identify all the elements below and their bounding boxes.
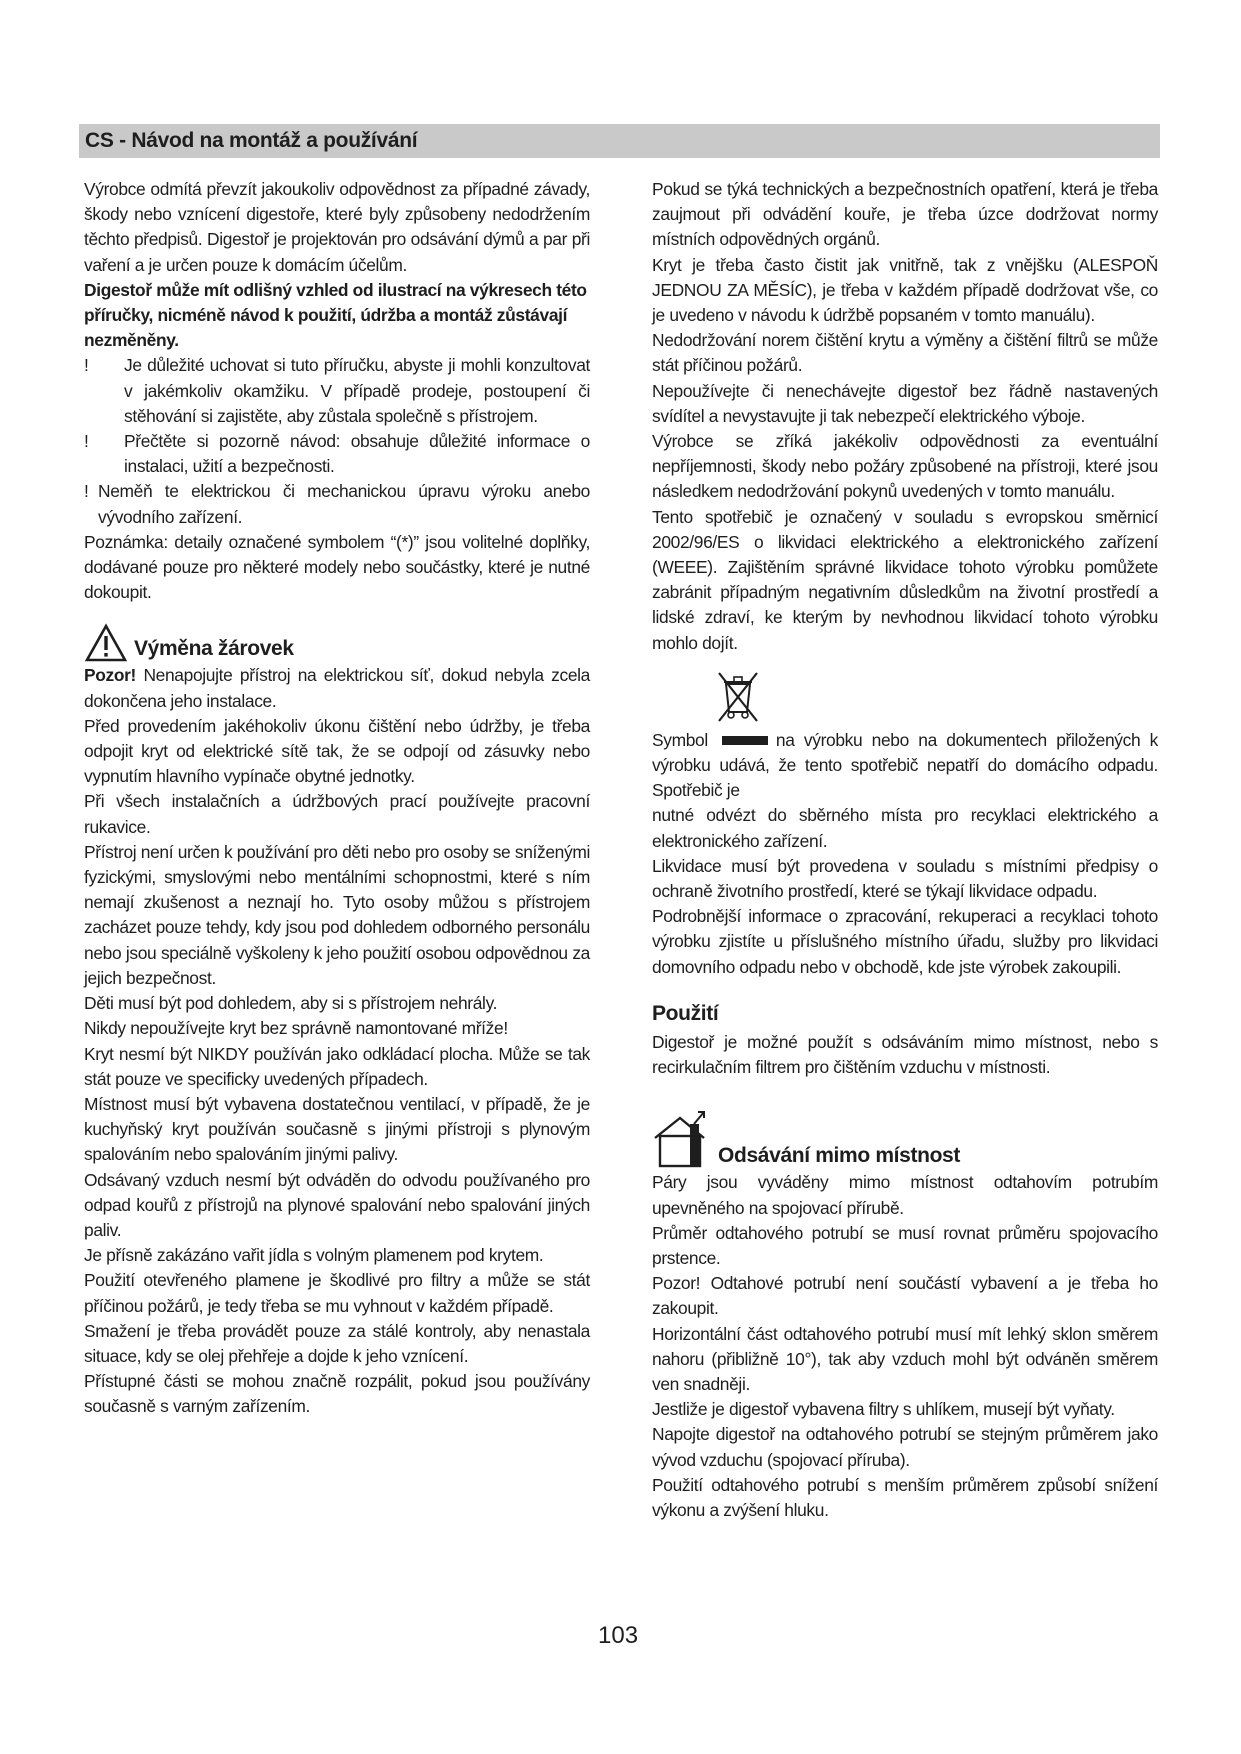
bullet-item [84, 429, 590, 479]
symbol-paragraph [652, 728, 1158, 804]
bullet-text: Neměň te elektrickou či mechanickou úpravu výroku anebo vývodního zařízení. [98, 481, 590, 527]
paragraph: Nedodržování norem čištění krytu a výměny a čištění filtrů se může stát příčinou požárů. [652, 330, 1158, 376]
paragraph: Kryt nesmí být NIKDY používán jako odkládací plocha. Může se tak stát pouze ve specificky uvedených případech. [84, 1043, 590, 1089]
paragraph: Nikdy nepoužívejte kryt bez správně namontované mříže! [84, 1018, 508, 1039]
paragraph: Pozor! Odtahové potrubí není součástí vybavení a je třeba ho zakoupit. [652, 1273, 1158, 1319]
usage-title: Použití [652, 1001, 719, 1025]
paragraph: Digestoř je možné použít s odsáváním mimo místnost, nebo s recirkulačním filtrem pro čištěním vzduchu v místnosti. [652, 1031, 1158, 1078]
bullet-item [84, 353, 590, 429]
bold-notice: Digestoř může mít odlišný vzhled od ilustrací na výkresech této příručky, nicméně návod k použití, údržba a montáž zůstávají nezměněny. [84, 279, 587, 351]
paragraph: Při všech instalačních a údržbových prací používejte pracovní rukavice. [84, 791, 590, 837]
note-paragraph: Poznámka: detaily označené symbolem “(*)” jsou volitelné doplňky, dodávané pouze pro některé modely nebo součástky, které je nutné dokoupit. [84, 531, 590, 603]
right-column [652, 177, 1158, 1523]
weee-symbol-row [652, 668, 1158, 728]
paragraph: Tento spotřebič je označený v souladu s evropskou směrnicí 2002/96/ES o likvidaci elektrického a elektronického zařízení (WEEE). Zajištěním správné likvidace tohoto výrobku pomůžete zabránit případným negativním důsledkům na životní prostředí a lidské zdraví, ke kterým by nevhodnou likvidací tohoto výrobku mohlo dojít. [652, 506, 1158, 653]
paragraph: Před provedením jakéhokoliv úkonu čištění nebo údržby, je třeba odpojit kryt od elektrické sítě tak, že se odpojí od zásuvky nebo vypnutím hlavního vypínače obytné jednotky. [84, 715, 590, 787]
vent-title: Odsávání mimo místnost [718, 1144, 961, 1168]
paragraph: Odsávaný vzduch nesmí být odváděn do odvodu používaného pro odpad kouřů z přístrojů na plynové spalování nebo spalování jiných paliv. [84, 1169, 590, 1240]
paragraph: Je přísně zakázáno vařit jídla s volným plamenem pod krytem. [84, 1245, 544, 1266]
bulbs-title: Výměna žárovek [134, 637, 294, 661]
exclamation-mark: ! [84, 481, 89, 502]
warning-paragraph [84, 663, 590, 713]
paragraph: Horizontální část odtahového potrubí musí mít lehký sklon směrem nahoru (přibližně 10°), tak aby vzduch mohl být odváněn směrem ven snadněji. [652, 1323, 1158, 1394]
paragraph: Použití odtahového potrubí s menším průměrem způsobí snížení výkonu a zvýšení hluku. [652, 1474, 1158, 1520]
paragraph: Podrobnější informace o zpracování, rekuperaci a recyklaci tohoto výrobku zjistíte u příslušného místního úřadu, služby pro likvidaci domovního odpadu nebo v obchodě, kde jste výrobek zakoupili. [652, 906, 1158, 977]
section-header-bar [79, 124, 1160, 158]
paragraph: Použití otevřeného plamene je škodlivé pro filtry a může se stát příčinou požárů, je tedy třeba se mu vyhnout v každém případě. [84, 1270, 590, 1316]
paragraph: Pokud se týká technických a bezpečnostních opatření, která je třeba zaujmout při odvádění kouře, je třeba úzce dodržovat normy místních odpovědných orgánů. [652, 179, 1158, 250]
paragraph: Nepoužívejte či nenechávejte digestoř bez řádně nastavených svídítel a nevystavujte ji tak nebezpečí elektrického výboje. [652, 380, 1158, 426]
paragraph: Kryt je třeba často čistit jak vnitřně, tak z vnějšku (ALESPOŇ JEDNOU ZA MĚSÍC), je třeba v každém případě dodržovat vše, co je uvedeno v návodu k údržbě popsaném v tomto manuálu). [652, 254, 1158, 326]
paragraph: Přístroj není určen k používání pro děti nebo pro osoby se sníženými fyzickými, smyslovými nebo mentálními schopnostmi, které s ním nemají zkušenost a neznají ho. Tyto osoby můžou s přístrojem zacházet pouze tehdy, kdy jsou pod dohledem odborného personálu nebo jsou speciálně vyškoleny k jeho použití osobou odpovědnou za jejich bezpečnost. [84, 841, 590, 988]
exclamation-mark: ! [84, 355, 89, 376]
crossed-bin-icon [714, 668, 762, 726]
left-column [84, 177, 590, 1420]
warning-text: Nenapojujte přístroj na elektrickou síť, dokud nebyla zcela dokončena jeho instalace. [84, 665, 590, 711]
bullet-text: Přečtěte si pozorně návod: obsahuje důležité informace o instalaci, užití a bezpečnosti. [124, 431, 590, 477]
paragraph: nutné odvézt do sběrného místa pro recyklaci elektrického a elektronického zařízení. [652, 805, 1158, 851]
paragraph: Smažení je třeba provádět pouze za stálé kontroly, aby nenastala situace, kdy se olej přehřeje a dojde k jeho vznícení. [84, 1320, 590, 1366]
house-vent-icon [652, 1110, 716, 1170]
paragraph: Výrobce se zříká jakékoliv odpovědnosti za eventuální nepříjemnosti, škody nebo požáry způsobené na přístroji, které jsou následkem nedodržování pokynů uvedených v tomto manuálu. [652, 431, 1158, 502]
bulbs-heading [84, 623, 590, 663]
paragraph: Likvidace musí být provedena v souladu s místními předpisy o ochraně životního prostředí, které se týkají likvidace odpadu. [652, 855, 1158, 902]
paragraph: Páry jsou vyváděny mimo místnost odtahovím potrubím upevněného na spojovací přírubě. [652, 1172, 1158, 1218]
paragraph: Děti musí být pod dohledem, aby si s přístrojem nehrály. [84, 993, 498, 1014]
warning-label: Pozor! [84, 665, 136, 686]
symbol-text-before: Symbol [652, 729, 708, 750]
paragraph: Výrobce odmítá převzít jakoukoliv odpovědnost za případné závady, škody nebo vznícení digestoře, které byly způsobeny nedodržením těchto předpisů. Digestoř je projektován pro odsávání dýmů a par při vaření a je určen pouze k domácím účelům. [84, 179, 590, 275]
warning-icon [84, 623, 128, 663]
paragraph: Průměr odtahového potrubí se musí rovnat průměru spojovacího prstence. [652, 1222, 1158, 1268]
symbol-text-after: na výrobku nebo na dokumentech přiložených k výrobku udává, že tento spotřebič nepatří do domácího odpadu. Spotřebič je [652, 729, 1158, 801]
weee-bar-icon [722, 736, 768, 745]
page-number: 103 [598, 1622, 639, 1649]
bullet-text: Je důležité uchovat si tuto příručku, abyste ji mohli konzultovat v jakémkoliv okamžiku. V případě prodeje, postoupení či stěhování si zajistěte, aby zůstala společně s přístrojem. [124, 355, 590, 426]
paragraph: Napojte digestoř na odtahového potrubí se stejným průměrem jako vývod vzduchu (spojovací příruba). [652, 1424, 1158, 1470]
vent-heading [652, 1110, 1158, 1170]
page-title: CS - Návod na montáž a používání [85, 129, 418, 152]
paragraph: Jestliže je digestoř vybavena filtry s uhlíkem, musejí být vyňaty. [652, 1399, 1115, 1420]
exclamation-mark: ! [84, 431, 89, 452]
bullet-item [84, 479, 590, 529]
paragraph: Místnost musí být vybavena dostatečnou ventilací, v případě, že je kuchyňský kryt používán současně s jinými přístroji s plynovým spalováním nebo spalováním jinými palivy. [84, 1093, 590, 1165]
paragraph: Přístupné části se mohou značně rozpálit, pokud jsou používány současně s varným zařízením. [84, 1371, 590, 1417]
